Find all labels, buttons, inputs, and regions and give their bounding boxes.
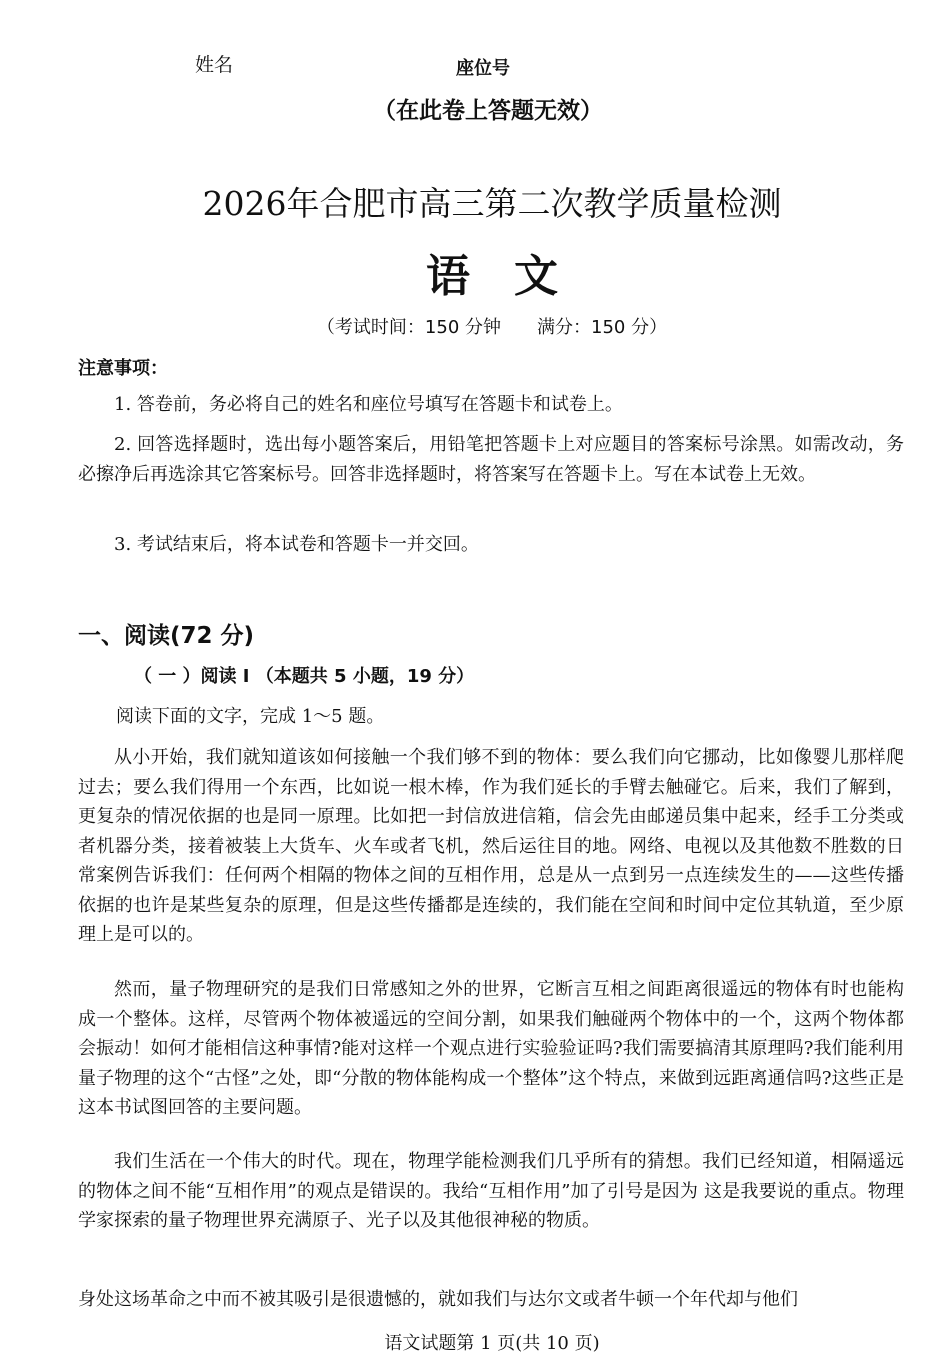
exam-title: 2026年合肥市高三第二次教学质量检测 [202, 184, 782, 223]
reading-instruction: 阅读下面的文字，完成 1～5 题。 [116, 706, 385, 727]
passage-paragraph-4: 身处这场革命之中而不被其吸引是很遗憾的，就如我们与达尔文或者牛顿一个年代却与他们 [78, 1289, 798, 1310]
passage-paragraph-3: 我们生活在一个伟大的时代。现在，物理学能检测我们几乎所有的猜想。我们已经知道，相隔遥远的物体之间不能“互相作用”的观点是错误的。我给“互相作用”加了引号是因为 这是我要说的重点。物理学家探索的量子物理世界充满原子、光子以及其他很神秘的物质。 [78, 1151, 904, 1231]
page-footer: 语文试题第 1 页(共 10 页) [384, 1333, 600, 1354]
passage-paragraph-1: 从小开始，我们就知道该如何接触一个我们够不到的物体：要么我们向它挪动，比如像婴儿那样爬过去；要么我们得用一个东西，比如说一根木棒，作为我们延长的手臂去触碰它。后来，我们了解到，更复杂的情况依据的也是同一原理。比如把一封信放进信箱，信会先由邮递员集中起来，经手工分类或者机器分类，接着被装上大货车、火车或者飞机，然后运往目的地。网络、电视以及其他数不胜数的日常案例告诉我们：任何两个相隔的物体之间的互相作用，总是从一点到另一点连续发生的——这些传播依据的也许是某些复杂的原理，但是这些传播都是连续的，我们能在空间和时间中定位其轨道，至少原理上是可以的。 [78, 747, 904, 945]
seat-label: 座位号 [456, 58, 510, 79]
notice-item-2: 2. 回答选择题时，选出每小题答案后，用铅笔把答题卡上对应题目的答案标号涂黑。如需改动，务必擦净后再选涂其它答案标号。回答非选择题时，将答案写在答题卡上。写在本试卷上无效。 [78, 434, 904, 485]
notice-item-3: 3. 考试结束后，将本试卷和答题卡一并交回。 [114, 534, 479, 555]
invalid-note: （在此卷上答题无效） [373, 98, 603, 124]
section-heading: 一、阅读(72 分) [78, 623, 255, 649]
notice-heading: 注意事项： [78, 358, 168, 379]
subject-title: 语 文 [426, 251, 558, 302]
passage-paragraph-2: 然而，量子物理研究的是我们日常感知之外的世界，它断言互相之间距离很遥远的物体有时也能构成一个整体。这样，尽管两个物体被遥远的空间分割，如果我们触碰两个物体中的一个，这两个物体都会振动！如何才能相信这种事情?能对这样一个观点进行实验验证吗?我们需要搞清其原理吗?我们能利用量子物理的这个“古怪”之处，即“分散的物体能构成一个整体”这个特点，来做到远距离通信吗?这些正是这本书试图回答的主要问题。 [78, 979, 904, 1118]
exam-time-info: （考试时间：150 分钟 满分：150 分） [316, 317, 668, 338]
name-label: 姓名 [195, 54, 234, 76]
sub-section-heading: （ 一 ）阅读 I （本题共 5 小题，19 分） [134, 666, 475, 687]
notice-item-1: 1. 答卷前，务必将自己的姓名和座位号填写在答题卡和试卷上。 [114, 394, 623, 415]
